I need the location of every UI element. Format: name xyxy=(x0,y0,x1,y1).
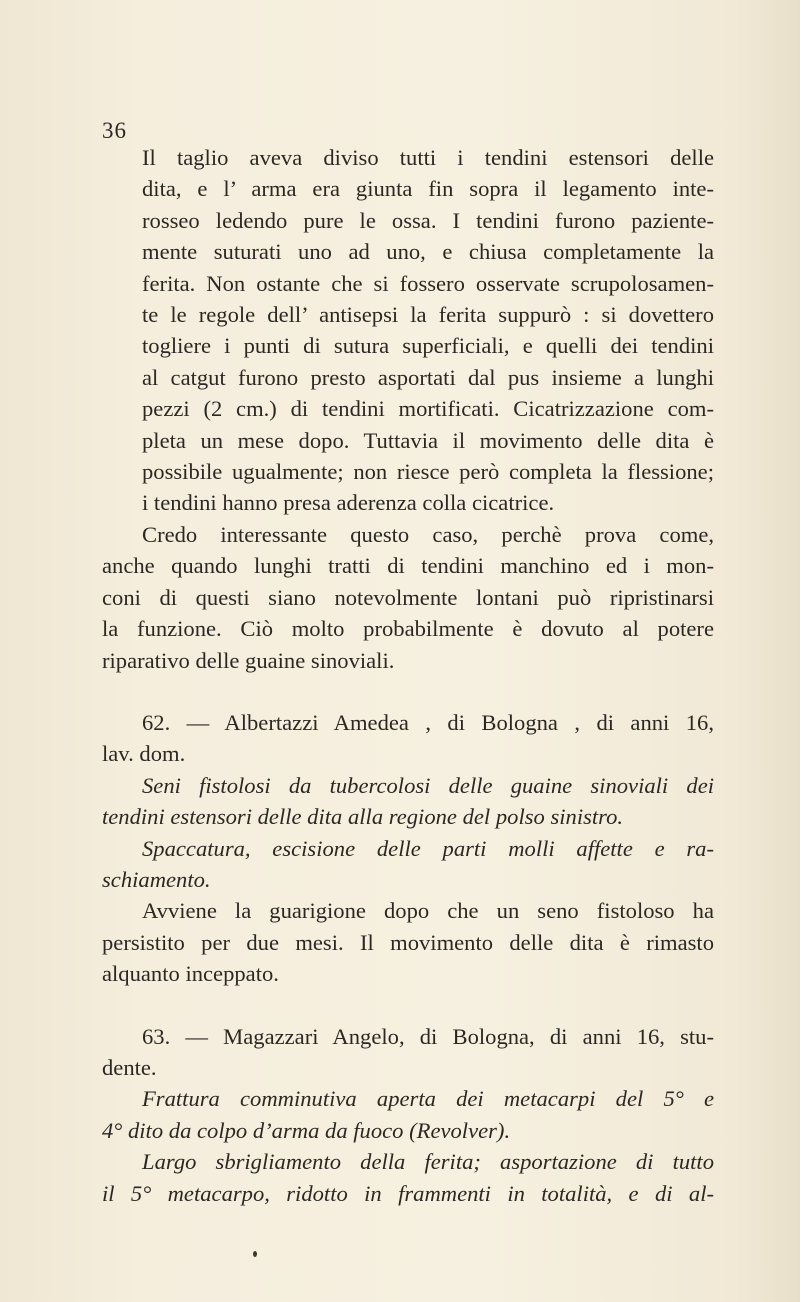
ink-speck xyxy=(253,1251,257,1257)
text-line: schiamento. xyxy=(102,866,211,892)
case-63-diagnosis xyxy=(102,1083,714,1146)
text-line: mente suturati uno ad uno, e chiusa completamente la xyxy=(142,239,714,265)
text-line: Avviene la guarigione dopo che un seno fistoloso ha xyxy=(142,898,714,924)
text-line: Largo sbrigliamento della ferita; asportazione di tutto xyxy=(142,1149,714,1175)
text-line: coni di questi siano notevolmente lontani può ripristinarsi xyxy=(102,584,714,610)
page-body xyxy=(102,142,714,1209)
paragraph-case-report xyxy=(102,142,714,519)
paragraph-comment xyxy=(102,519,714,676)
text-line: 62. — Albertazzi Amedea , di Bologna , di anni 16, xyxy=(142,709,714,735)
text-line: il 5° metacarpo, ridotto in frammenti in totalità, e di al- xyxy=(102,1180,714,1206)
section-gap xyxy=(102,990,714,1021)
text-line: dente. xyxy=(102,1054,157,1080)
section-gap xyxy=(102,676,714,707)
text-line: pezzi (2 cm.) di tendini mortificati. Cicatrizzazione com- xyxy=(142,396,714,422)
text-line: persistito per due mesi. Il movimento delle dita è rimasto xyxy=(102,929,714,955)
text-line: te le regole dell’ antisepsi la ferita suppurò : si dovettero xyxy=(142,302,714,328)
case-62-header xyxy=(102,707,714,770)
text-line: alquanto inceppato. xyxy=(102,961,279,987)
text-line: al catgut furono presto asportati dal pus insieme a lunghi xyxy=(142,364,714,390)
case-63-treatment xyxy=(102,1146,714,1209)
text-line: Seni fistolosi da tubercolosi delle guaine sinoviali dei xyxy=(142,772,714,798)
text-line: 4° dito da colpo d’arma da fuoco (Revolver). xyxy=(102,1117,511,1143)
text-line: pleta un mese dopo. Tuttavia il movimento delle dita è xyxy=(142,427,714,453)
text-line: possibile ugualmente; non riesce però completa la flessione; xyxy=(142,459,714,485)
text-line: lav. dom. xyxy=(102,741,186,767)
text-line: dita, e l’ arma era giunta fin sopra il legamento inte- xyxy=(142,176,714,202)
text-line: la funzione. Ciò molto probabilmente è dovuto al potere xyxy=(102,616,714,642)
text-line: tendini estensori delle dita alla regione del polso sinistro. xyxy=(102,804,624,830)
text-line: Spaccatura, escisione delle parti molli affette e ra- xyxy=(142,835,714,861)
text-line: 63. — Magazzari Angelo, di Bologna, di anni 16, stu- xyxy=(142,1023,714,1049)
text-line: i tendini hanno presa aderenza colla cicatrice. xyxy=(142,490,555,516)
text-line: riparativo delle guaine sinoviali. xyxy=(102,647,395,673)
text-line: Credo interessante questo caso, perchè prova come, xyxy=(142,521,714,547)
text-line: anche quando lunghi tratti di tendini manchino ed i mon- xyxy=(102,553,714,579)
text-line: Il taglio aveva diviso tutti i tendini estensori delle xyxy=(142,145,714,170)
page-number: 36 xyxy=(102,118,127,143)
text-line: ferita. Non ostante che si fossero osservate scrupolosamen- xyxy=(142,270,714,296)
case-62-diagnosis xyxy=(102,770,714,833)
case-62-outcome xyxy=(102,895,714,989)
case-62-treatment xyxy=(102,833,714,896)
text-line: togliere i punti di sutura superficiali, e quelli dei tendini xyxy=(142,333,714,359)
case-63-header xyxy=(102,1021,714,1084)
text-line: Frattura comminutiva aperta dei metacarpi del 5° e xyxy=(142,1086,714,1112)
text-line: rosseo ledendo pure le ossa. I tendini furono paziente- xyxy=(142,207,714,233)
